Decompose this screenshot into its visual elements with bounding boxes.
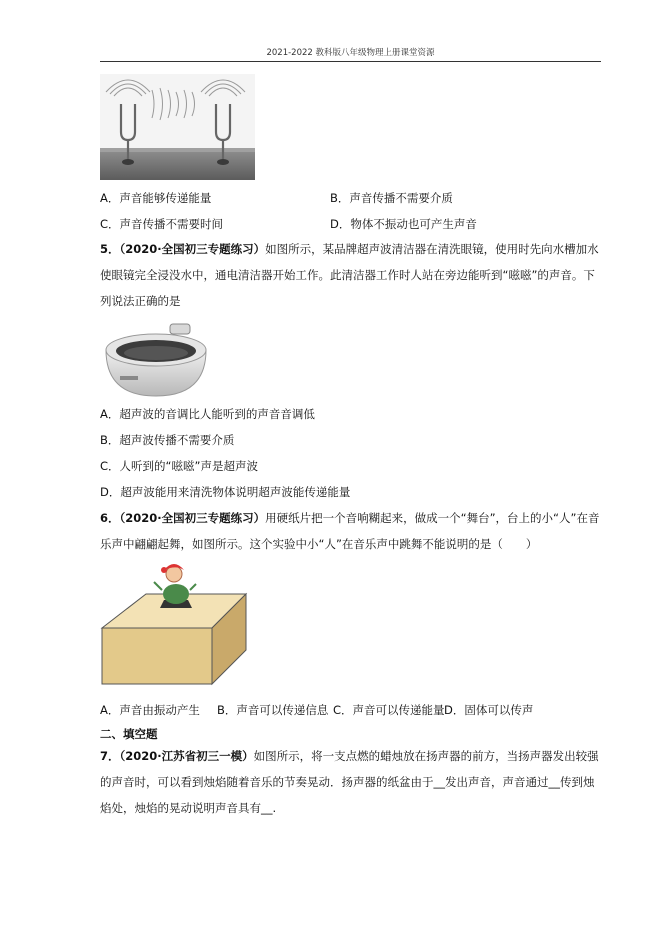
q5-option-d: D．超声波能用来清洗物体说明超声波能传递能量 [100,485,351,499]
q4-option-a: A．声音能够传递能量 [100,191,212,205]
ultrasonic-cleaner-figure [100,320,212,400]
q5-option-a: A．超声波的音调比人能听到的声音音调低 [100,407,315,421]
q7-stem: 如图所示，将一支点燃的蜡烛放在扬声器的前方，当扬声器发出较强的声音时，可以看到烛焰随着音乐的节奏晃动．扬声器的纸盆由于__发出声音，声音通过__传到烛焰处，烛焰的晃动说明声音具有__. [100,749,599,815]
q7-source: （2020·江苏省初三一模） [119,749,254,763]
q4-option-d: D．物体不振动也可产生声音 [330,217,477,231]
paper-stage-figure [100,560,248,688]
q6-option-b: B．声音可以传递信息 [217,703,329,717]
q7-number: 7． [100,749,120,763]
q5-number: 5． [100,242,120,256]
q5-option-c: C．人听到的“嗞嗞”声是超声波 [100,459,258,473]
q5-option-b: B．超声波传播不需要介质 [100,433,235,447]
q4-option-b: B．声音传播不需要介质 [330,191,453,205]
tuning-fork-figure [100,74,255,180]
q6-source: （2020·全国初三专题练习） [119,511,266,525]
q6-number: 6． [100,511,120,525]
q6-option-a: A．声音由振动产生 [100,703,200,717]
q4-option-c: C．声音传播不需要时间 [100,217,224,231]
question-6 [100,505,605,557]
q6-stem: 用硬纸片把一个音响糊起来，做成一个“舞台”，台上的小“人”在音乐声中翩翩起舞，如图所示。这个实验中小“人”在音乐声中跳舞不能说明的是（ ） [100,511,600,551]
question-7 [100,743,605,821]
q6-option-c: C．声音可以传递能量 [333,703,445,717]
question-5 [100,236,605,314]
q5-stem: 如图所示，某品牌超声波清洁器在清洗眼镜，使用时先向水槽加水使眼镜完全浸没水中，通电清洁器开始工作。此清洁器工作时人站在旁边能听到“嗞嗞”的声音。下列说法正确的是 [100,242,599,308]
page-header: 2021-2022 教科版八年级物理上册课堂资源 [266,48,435,58]
header-rule [100,61,601,62]
section-title: 二、填空题 [100,727,158,741]
q5-source: （2020·全国初三专题练习） [119,242,266,256]
q6-option-d: D．固体可以传声 [444,703,534,717]
